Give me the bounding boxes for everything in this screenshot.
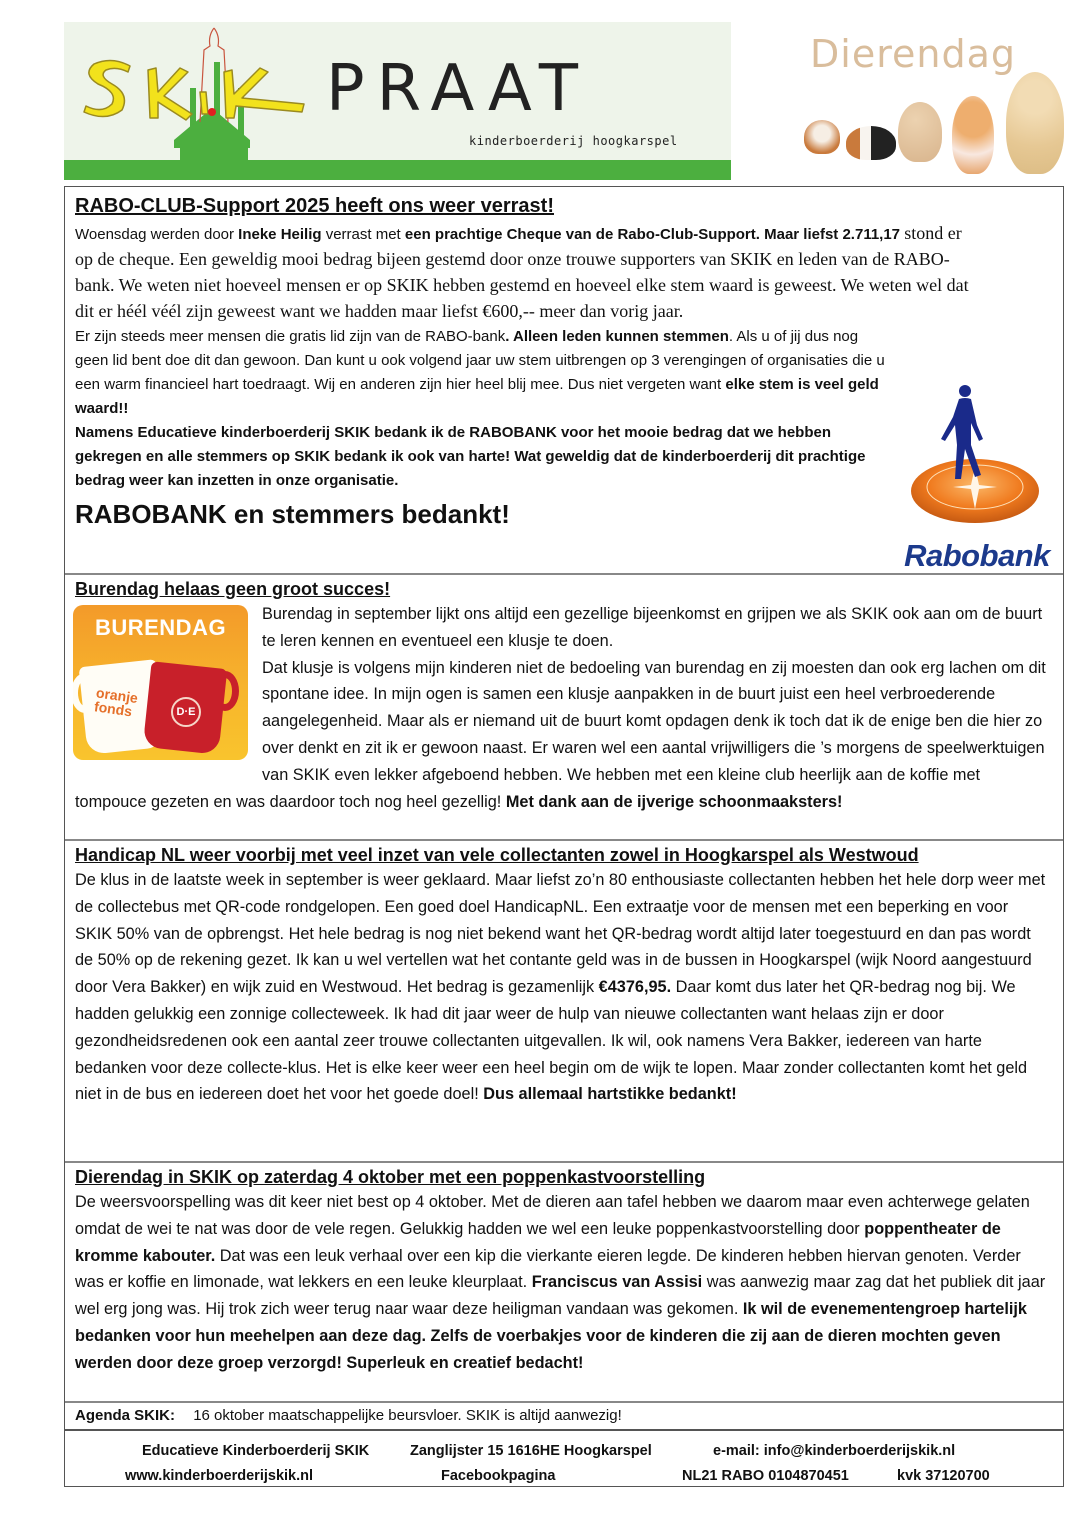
section-title: Dierendag in SKIK op zaterdag 4 oktober met een poppenkastvoorstelling — [75, 1167, 706, 1187]
footer-row-1 — [65, 1439, 1063, 1464]
footer — [65, 1435, 1063, 1487]
de-badge-icon: D·E — [171, 697, 201, 727]
bold-text-run: Ineke Heilig — [238, 226, 322, 243]
skik-logo-icon — [72, 22, 322, 152]
text-run: Er zijn steeds meer mensen die gratis lid zijn van de RABO-bank — [75, 328, 506, 345]
text-run: Dat klusje is volgens mijn kinderen niet de bedoeling van burendag en zij moesten dan ook erg lachen om dit spontane idee. In mijn ogen is samen een klusje aanpakken in de buurt juist een heel verbroederende aangelegenheid. Maar als er niemand uit de buurt komt opdagen denk ik toch dat ik de enige ben die hier zo over denkt en zit ik er gewoon naast. Er waren wel een aantal vrijwilligers die ’s morgens de speelwerktuigen van SKIK even lekker afgeboend hebben. We hebben met een kleine club heerlijk aan de koffie met tompouce gezeten en was daardoor toch nog heel gezellig! — [75, 658, 1046, 811]
agenda-line — [75, 1403, 1063, 1429]
footer-address: Zanglijster 15 1616HE Hoogkarspel — [410, 1443, 652, 1459]
bold-text-run: Dus allemaal hartstikke bedankt! — [483, 1085, 737, 1104]
text-run: verrast met — [321, 226, 405, 243]
logo-green-bar — [64, 160, 731, 180]
section-title: RABO-CLUB-Support 2025 heeft ons weer verrast! — [75, 195, 554, 217]
section-title: Handicap NL weer voorbij met veel inzet van vele collectanten zowel in Hoogkarspel als Westwoud — [75, 845, 919, 865]
oranje-fonds-text: oranje fonds — [93, 684, 139, 720]
footer-iban: NL21 RABO 0104870451 — [682, 1468, 849, 1484]
dierendag-body — [75, 1189, 1063, 1377]
section-title: Burendag helaas geen groot succes! — [75, 579, 391, 599]
text-run: Daar komt dus later het QR-bedrag nog bij. We hadden gelukkig een zonnige collecteweek. Ik had dit jaar weer de hulp van nieuwe collectanten want helaas zijn er door gezondheidsredenen ook een aantal zeer trouwe collectanten uitgevallen. Ik wil, ook namens Vera Bakker, iedereen van harte bedanken voor deze collecte-klus. Het is elke keer weer een heel begin om de wijk te lopen. Maar zonder collectanten komt het geld niet in de bus en iedereen doet het voor het goede doel! — [75, 978, 1028, 1104]
bold-text-run: poppentheater de kromme kabouter. — [75, 1219, 1001, 1265]
text-run: Woensdag werden door — [75, 226, 239, 243]
section-handicap — [65, 841, 1063, 1163]
kitten-icon — [952, 96, 994, 174]
handicap-body — [75, 867, 1063, 1108]
rabo-paragraph-1 — [75, 221, 975, 325]
agenda-text: 16 oktober maatschappelijke beursvloer. SKIK is altijd aanwezig! — [193, 1407, 622, 1424]
banner-title: Dierendag — [810, 32, 1016, 76]
logo-subtitle: kinderboerderij hoogkarspel — [469, 134, 678, 148]
rabo-paragraph-2 — [75, 325, 895, 421]
rabo-paragraph-3: Namens Educatieve kinderboerderij SKIK bedank ik de RABOBANK voor het mooie bedrag dat we hebben gekregen en alle stemmers op SKIK bedank ik ook van harte! Wat geweldig dat de kinderboerderij dit prachtige bedrag weer kan inzetten in onze organisatie. — [75, 424, 866, 489]
footer-email[interactable]: e-mail: info@kinderboerderijskik.nl — [713, 1443, 956, 1459]
newsletter-frame — [64, 186, 1064, 1487]
bold-text-run: €4376,95. — [598, 978, 672, 997]
footer-facebook[interactable]: Facebookpagina — [441, 1468, 556, 1484]
rabobank-figure-icon — [897, 379, 1057, 529]
text-run: Dat was een leuk verhaal over een kip die vierkante eieren legde. De kinderen hebben hiervan genoten. Verder was er koffie en limonade, wat lekkers en een leuke kleurplaat. — [75, 1246, 1021, 1292]
rabobank-logo — [897, 379, 1057, 574]
bold-text-run: elke stem is veel geld waard!! — [75, 376, 879, 417]
footer-row-2 — [65, 1464, 1063, 1489]
burendag-logo — [73, 605, 248, 760]
bold-text-run: een prachtige Cheque van de Rabo-Club-Support. Maar liefst 2.711,17 — [404, 226, 901, 243]
section-rabo — [65, 187, 1063, 575]
masthead-logo — [64, 22, 731, 180]
text-run: De weersvoorspelling was dit keer niet best op 4 oktober. Met de dieren aan tafel hebben we daarom maar even achterwege gelaten omdat de wei te nat was door de vele regen. Gelukkig hadden we wel een leuke poppenkastvoorstelling door — [75, 1193, 1030, 1238]
rabobank-wordmark: Rabobank — [904, 538, 1050, 573]
text-run: was aanwezig maar zag dat het publiek dit jaar wel erg jong was. Hij trok zich weer terug naar waar deze heiligman vandaan was gekomen. — [75, 1273, 1046, 1319]
hamster-icon — [804, 120, 840, 154]
footer-org: Educatieve Kinderboerderij SKIK — [142, 1443, 370, 1459]
text-run: De klus in de laatste week in september is weer geklaard. Maar liefst zo’n 80 enthousiaste collectanten hebben het hele dorp weer met de collectebus met QR-code rondgelopen. Een goed doel HandicapNL. Een extraatje voor de mensen met een beperking en voor SKIK 50% van de opbrengst. Het hele bedrag is nog niet bekend want het QR-bedrag wordt altijd later toegestuurd en dan pas wordt de 50% op de rekening gezet. Ik kan u wel vertellen wat het contante geld was in de bussen in Hoogkarspel (wijk Noord aangestuurd door Vera Bakker) en wijk zuid en Westwoud. Het bedrag is gezamenlijk — [75, 871, 1046, 997]
rabbit-icon — [898, 102, 942, 162]
footer-kvk: kvk 37120700 — [897, 1468, 990, 1484]
dierendag-banner — [786, 22, 1076, 178]
bold-text-run: Franciscus van Assisi — [531, 1273, 703, 1292]
bold-text-run: . Alleen leden kunnen stemmen — [505, 328, 729, 345]
section-burendag — [65, 575, 1063, 841]
logo-praat-text: PRAAT — [326, 52, 590, 126]
text-run: . Als u of jij dus nog geen lid bent doe dit dan gewoon. Dan kunt u ook volgend jaar uw stem uitbrengen op 3 verengingen of organisaties die u een warm financieel hart toedraagt. Wij en anderen zijn hier heel blij mee. Dus niet vergeten want — [75, 328, 885, 393]
bold-text-run: Met dank aan de ijverige schoonmaaksters! — [505, 792, 843, 811]
rabo-paragraph-1-serif: stond er op de cheque. Een geweldig mooi bedrag bijeen gestemd door onze trouwe supporters van SKIK en leden van de RABO-bank. We weten niet hoeveel mensen er op SKIK hebben gestemd en hoeveel elke stem waard is geweest. We weten wel dat dit er héél véél zijn geweest want we hadden maar liefst €600,-- meer dan vorig jaar. — [75, 223, 969, 321]
rabo-thanks-heading: RABOBANK en stemmers bedankt! — [75, 499, 510, 529]
rich-text — [75, 226, 900, 243]
bold-text-run: Ik wil de evenementengroep hartelijk bedanken voor hun meehelpen aan deze dag. Zelfs de voerbakjes voor de kinderen die zij aan de dieren mochten geven werden door deze groep verzorgd! Superleuk en creatief bedacht! — [75, 1300, 1027, 1372]
agenda-label: Agenda SKIK: — [75, 1407, 176, 1424]
footer-website[interactable]: www.kinderboerderijskik.nl — [125, 1468, 314, 1484]
section-dierendag — [65, 1163, 1063, 1403]
dog-icon — [1006, 72, 1064, 174]
text-run: Burendag in september lijkt ons altijd een gezellige bijeenkomst en grijpen we als SKIK ook aan om de buurt te leren kennen en eventueel een klusje te doen. — [262, 605, 1043, 650]
burendag-logo-title: BURENDAG — [94, 615, 227, 640]
guinea-pig-icon — [846, 126, 896, 160]
section-agenda — [65, 1403, 1063, 1431]
